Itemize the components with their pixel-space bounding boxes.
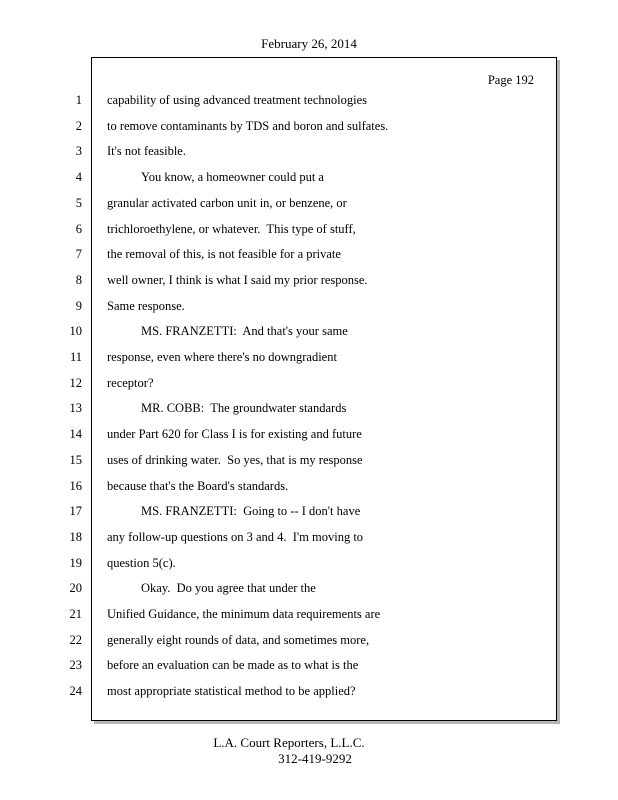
line-number: 1	[75, 93, 82, 107]
transcript-line-text: Okay. Do you agree that under the	[141, 581, 316, 595]
transcript-line-text: uses of drinking water. So yes, that is my response	[107, 453, 363, 467]
line-number: 11	[69, 350, 82, 364]
line-number: 17	[69, 504, 82, 518]
line-number: 10	[69, 324, 82, 338]
line-number: 7	[75, 247, 82, 261]
line-number: 9	[75, 299, 82, 313]
transcript-line-text: capability of using advanced treatment technologies	[107, 93, 367, 107]
line-number: 24	[69, 684, 82, 698]
line-number: 12	[69, 376, 82, 390]
line-number: 13	[69, 401, 82, 415]
line-number: 2	[75, 119, 82, 133]
transcript-line-text: the removal of this, is not feasible for a private	[107, 247, 341, 261]
transcript-line-text: MS. FRANZETTI: Going to -- I don't have	[141, 504, 361, 518]
transcript-line-text: Unified Guidance, the minimum data requirements are	[107, 607, 381, 621]
transcript-line-text: question 5(c).	[107, 556, 176, 570]
transcript-line-text: Same response.	[107, 299, 185, 313]
line-number: 6	[75, 222, 82, 236]
page-number: Page 192	[487, 73, 534, 87]
transcript-line-text: granular activated carbon unit in, or benzene, or	[107, 196, 347, 210]
transcript-line-text: before an evaluation can be made as to what is the	[107, 658, 359, 672]
line-number: 15	[69, 453, 82, 467]
transcript-line-text: any follow-up questions on 3 and 4. I'm moving to	[107, 530, 364, 544]
line-number: 16	[69, 479, 82, 493]
line-number: 22	[69, 633, 82, 647]
line-number: 4	[75, 170, 82, 184]
line-number: 19	[69, 556, 82, 570]
transcript-line-text: because that's the Board's standards.	[107, 479, 289, 493]
transcript-line-text: MS. FRANZETTI: And that's your same	[141, 324, 348, 338]
line-number: 14	[69, 427, 82, 441]
transcript-line-text: receptor?	[107, 376, 154, 390]
transcript-line-text: response, even where there's no downgradient	[107, 350, 337, 364]
transcript-line-text: to remove contaminants by TDS and boron and sulfates.	[107, 119, 389, 133]
line-number: 21	[69, 607, 82, 621]
header-date: February 26, 2014	[261, 36, 357, 51]
transcript-line-text: most appropriate statistical method to be applied?	[107, 684, 356, 698]
line-number: 23	[69, 658, 82, 672]
line-number: 8	[75, 273, 82, 287]
footer-company: L.A. Court Reporters, L.L.C.	[213, 735, 365, 750]
line-number: 5	[75, 196, 82, 210]
footer-phone: 312-419-9292	[278, 751, 352, 766]
transcript-line-text: It's not feasible.	[107, 144, 186, 158]
transcript-line-text: MR. COBB: The groundwater standards	[141, 401, 347, 415]
line-number: 3	[75, 144, 82, 158]
transcript-line-text: trichloroethylene, or whatever. This type of stuff,	[107, 222, 356, 236]
transcript-line-text: generally eight rounds of data, and sometimes more,	[107, 633, 370, 647]
transcript-line-text: under Part 620 for Class I is for existing and future	[107, 427, 362, 441]
transcript-line-text: You know, a homeowner could put a	[141, 170, 324, 184]
transcript-line-text: well owner, I think is what I said my prior response.	[107, 273, 368, 287]
line-number: 20	[69, 581, 82, 595]
line-number: 18	[69, 530, 82, 544]
